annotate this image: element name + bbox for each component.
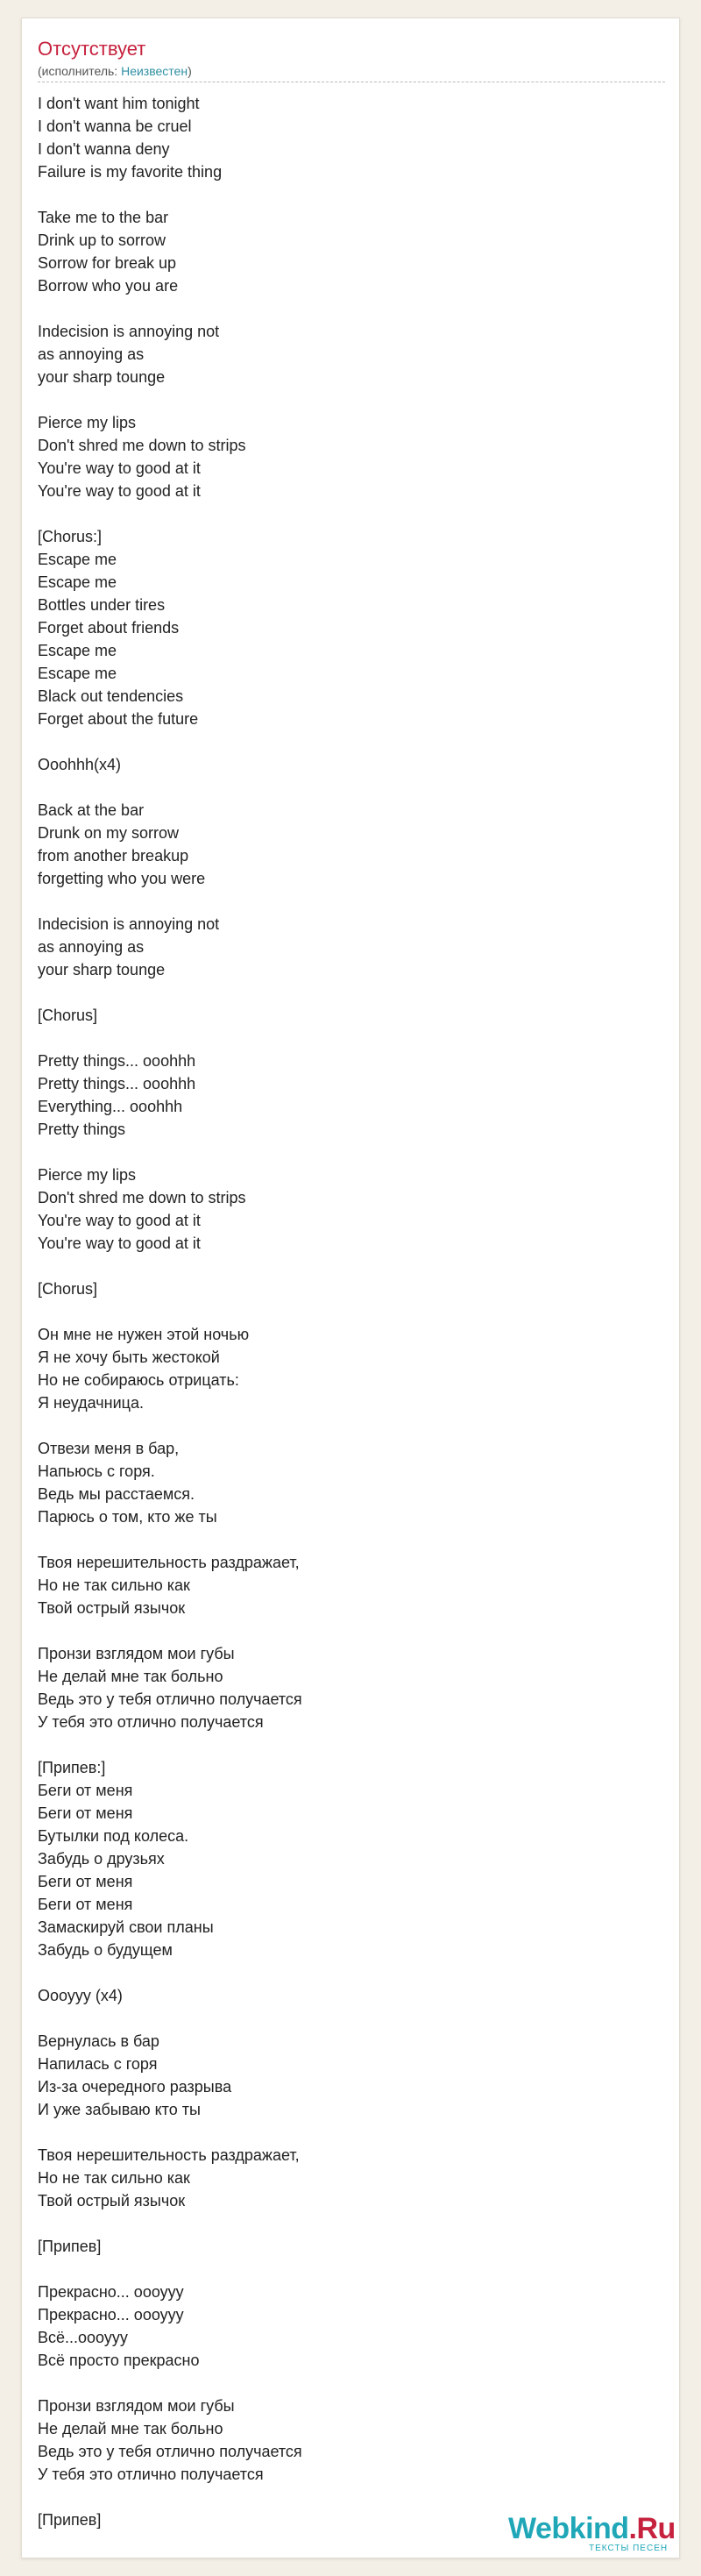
lyrics-blank-line (38, 1733, 665, 1756)
lyrics-line: Indecision is annoying not (38, 915, 220, 933)
lyrics-line: Оооууу (x4) (38, 1987, 123, 2004)
lyrics-line: Напьюсь с горя. (38, 1462, 155, 1480)
lyrics-line: Ведь это у тебя отлично получается (38, 1690, 302, 1708)
lyrics-line: Напилась с горя (38, 2055, 158, 2073)
lyrics-blank-line (38, 2372, 665, 2395)
lyrics-blank-line (38, 890, 665, 913)
lyrics-blank-line (38, 502, 665, 525)
logo-tagline: ТЕКСТЫ ПЕСЕН (589, 2544, 669, 2553)
lyrics-line: Не делай мне так больно (38, 2420, 223, 2437)
lyrics-line: Из-за очередного разрыва (38, 2078, 232, 2096)
lyrics-line: Drink up to sorrow (38, 231, 166, 249)
lyrics-line: as annoying as (38, 345, 145, 363)
lyrics-line: Твой острый язычок (38, 1599, 186, 1617)
lyrics-text (38, 92, 665, 2531)
lyrics-line: as annoying as (38, 938, 145, 956)
lyrics-line: Прекрасно... оооууу (38, 2283, 184, 2301)
lyrics-line: [Chorus] (38, 1007, 98, 1024)
lyrics-line: Пронзи взглядом мои губы (38, 2397, 235, 2415)
lyrics-blank-line (38, 1300, 665, 1323)
lyrics-line: Пронзи взглядом мои губы (38, 1645, 235, 1662)
logo-wordmark (508, 2512, 676, 2545)
lyrics-line: Он мне не нужен этой ночью (38, 1326, 250, 1343)
lyrics-blank-line (38, 1255, 665, 1277)
lyrics-line: Ведь это у тебя отлично получается (38, 2443, 302, 2460)
lyrics-line: [Припев:] (38, 1759, 106, 1776)
lyrics-line: Беги от меня (38, 1873, 133, 1890)
lyrics-blank-line (38, 776, 665, 799)
lyrics-line: И уже забываю кто ты (38, 2101, 201, 2118)
lyrics-line: Всё...оооууу (38, 2329, 128, 2346)
lyrics-line: Не делай мне так больно (38, 1668, 223, 1685)
lyrics-blank-line (38, 730, 665, 753)
lyrics-line: Замаскируй свои планы (38, 1918, 214, 1936)
lyrics-line: Forget about the future (38, 710, 199, 728)
lyrics-line: Но не так сильно как (38, 2169, 190, 2187)
lyrics-line: I don't wanna deny (38, 140, 170, 158)
lyrics-line: Everything... ooohhh (38, 1098, 183, 1115)
lyrics-blank-line (38, 1141, 665, 1163)
lyrics-line: Ведь мы расстаемся. (38, 1485, 195, 1503)
lyrics-line: Escape me (38, 551, 117, 568)
lyrics-line: your sharp tounge (38, 368, 166, 386)
lyrics-blank-line (38, 1619, 665, 1642)
lyrics-line: Забудь о друзьях (38, 1850, 165, 1868)
lyrics-line: Borrow who you are (38, 277, 179, 295)
lyrics-line: Беги от меня (38, 1782, 133, 1799)
lyrics-line: Забудь о будущем (38, 1941, 173, 1959)
lyrics-line: You're way to good at it (38, 482, 201, 500)
byline-prefix: (исполнитель: (38, 64, 122, 78)
lyrics-line: Escape me (38, 642, 117, 659)
lyrics-line: Твоя нерешительность раздражает, (38, 1554, 300, 1571)
lyrics-line: Pretty things... ooohhh (38, 1052, 196, 1070)
lyrics-blank-line (38, 981, 665, 1004)
byline-suffix: ) (188, 64, 192, 78)
lyrics-line: Back at the bar (38, 801, 145, 819)
lyrics-blank-line (38, 2258, 665, 2281)
lyrics-line: You're way to good at it (38, 1212, 201, 1229)
lyrics-blank-line (38, 2212, 665, 2235)
lyrics-blank-line (38, 1961, 665, 1984)
lyrics-line: Escape me (38, 573, 117, 591)
lyrics-line: forgetting who you were (38, 870, 206, 887)
lyrics-line: Don't shred me down to strips (38, 437, 246, 454)
lyrics-line: [Припев] (38, 2238, 102, 2255)
lyrics-line: Drunk on my sorrow (38, 824, 180, 842)
lyrics-blank-line (38, 1414, 665, 1437)
lyrics-line: [Chorus:] (38, 528, 103, 545)
lyrics-line: Escape me (38, 665, 117, 682)
lyrics-line: Pierce my lips (38, 414, 137, 431)
lyrics-blank-line (38, 2007, 665, 2030)
lyrics-line: Беги от меня (38, 1804, 133, 1822)
lyrics-line: Твоя нерешительность раздражает, (38, 2146, 300, 2164)
lyrics-line: Sorrow for break up (38, 254, 177, 272)
lyrics-line: Но не так сильно как (38, 1576, 190, 1594)
lyrics-line: Failure is my favorite thing (38, 163, 223, 181)
lyrics-line: Forget about friends (38, 619, 180, 637)
lyrics-line: Я не хочу быть жестокой (38, 1348, 220, 1366)
lyrics-line: Ooohhh(x4) (38, 756, 122, 773)
lyrics-line: Indecision is annoying not (38, 323, 220, 340)
artist-byline (38, 63, 192, 79)
song-title: Отсутствует (38, 38, 146, 60)
lyrics-blank-line (38, 297, 665, 320)
lyrics-line: Pretty things... ooohhh (38, 1075, 196, 1092)
lyrics-line: Black out tendencies (38, 687, 184, 705)
lyrics-blank-line (38, 1027, 665, 1050)
lyrics-line: [Припев] (38, 2511, 102, 2529)
lyrics-line: Take me to the bar (38, 209, 169, 226)
lyrics-line: У тебя это отлично получается (38, 1713, 264, 1731)
lyrics-blank-line (38, 1528, 665, 1551)
lyrics-line: Don't shred me down to strips (38, 1189, 246, 1206)
lyrics-line: I don't wanna be cruel (38, 117, 192, 135)
lyrics-line: Парюсь о том, кто же ты (38, 1508, 217, 1526)
logo-tld-text: .Ru (628, 2512, 676, 2545)
lyrics-card (21, 18, 680, 2558)
lyrics-line: Pierce my lips (38, 1166, 137, 1184)
lyrics-blank-line (38, 2121, 665, 2144)
lyrics-line: Отвези меня в бар, (38, 1440, 180, 1457)
lyrics-blank-line (38, 2486, 665, 2508)
lyrics-line: Я неудачница. (38, 1394, 144, 1412)
logo-main-text: Webkind (508, 2512, 629, 2545)
lyrics-line: I don't want him tonight (38, 95, 200, 112)
lyrics-line: [Chorus] (38, 1280, 98, 1298)
lyrics-line: your sharp tounge (38, 961, 166, 978)
lyrics-line: Bottles under tires (38, 596, 166, 614)
lyrics-line: from another breakup (38, 847, 189, 865)
lyrics-blank-line (38, 183, 665, 206)
lyrics-line: You're way to good at it (38, 459, 201, 477)
lyrics-line: Прекрасно... оооууу (38, 2306, 184, 2323)
lyrics-blank-line (38, 388, 665, 411)
lyrics-line: You're way to good at it (38, 1235, 201, 1252)
lyrics-line: Твой острый язычок (38, 2192, 186, 2210)
lyrics-line: У тебя это отлично получается (38, 2466, 264, 2483)
lyrics-line: Бутылки под колеса. (38, 1827, 189, 1845)
lyrics-line: Но не собираюсь отрицать: (38, 1371, 239, 1389)
lyrics-line: Беги от меня (38, 1896, 133, 1913)
artist-link[interactable]: Неизвестен (121, 64, 188, 78)
site-logo[interactable] (508, 2512, 688, 2556)
lyrics-line: Вернулась в бар (38, 2032, 159, 2050)
lyrics-line: Pretty things (38, 1121, 126, 1138)
lyrics-line: Всё просто прекрасно (38, 2352, 200, 2369)
